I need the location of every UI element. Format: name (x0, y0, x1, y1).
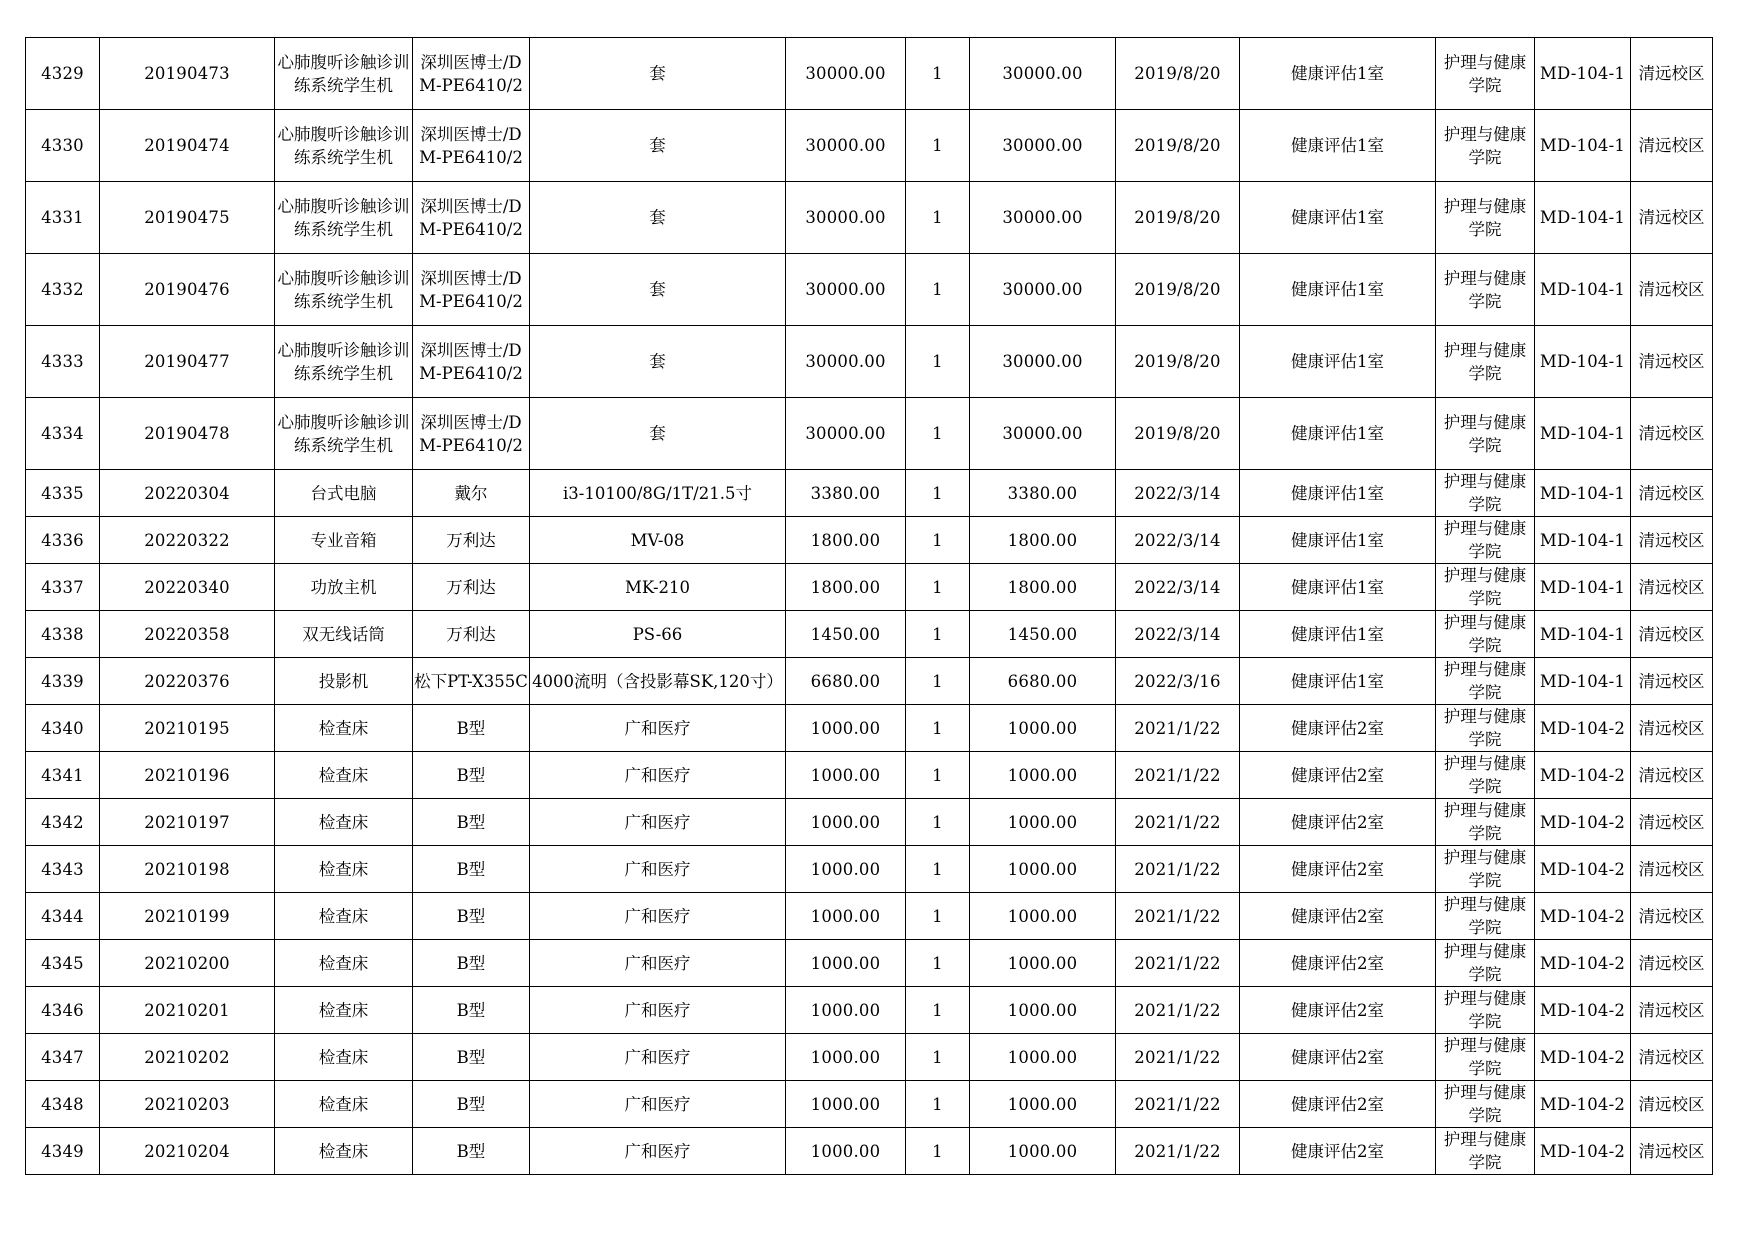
room-code-cell: MD-104-1 (1535, 564, 1631, 611)
table-row (26, 940, 1713, 987)
location-cell: 健康评估2室 (1240, 940, 1436, 987)
campus-cell: 清远校区 (1631, 940, 1713, 987)
brand-model-cell: 深圳医博士/DM-PE6410/2 (413, 38, 530, 110)
row-id-cell: 4332 (26, 254, 100, 326)
campus-cell: 清远校区 (1631, 398, 1713, 470)
row-id-cell: 4348 (26, 1081, 100, 1128)
specification-cell: 套 (530, 38, 786, 110)
row-id-cell: 4343 (26, 846, 100, 893)
row-id-cell: 4347 (26, 1034, 100, 1081)
department-cell: 护理与健康学院 (1436, 658, 1535, 705)
brand-model-cell: B型 (413, 846, 530, 893)
equipment-name-cell: 检查床 (275, 1081, 413, 1128)
brand-model-cell: 深圳医博士/DM-PE6410/2 (413, 254, 530, 326)
quantity-cell: 1 (906, 658, 970, 705)
location-cell: 健康评估1室 (1240, 254, 1436, 326)
equipment-name-cell: 心肺腹听诊触诊训练系统学生机 (275, 110, 413, 182)
quantity-cell: 1 (906, 611, 970, 658)
unit-price-cell: 1000.00 (786, 705, 906, 752)
purchase-date-cell: 2021/1/22 (1116, 705, 1240, 752)
equipment-name-cell: 心肺腹听诊触诊训练系统学生机 (275, 182, 413, 254)
brand-model-cell: 深圳医博士/DM-PE6410/2 (413, 110, 530, 182)
specification-cell: 广和医疗 (530, 752, 786, 799)
unit-price-cell: 6680.00 (786, 658, 906, 705)
amount-cell: 30000.00 (970, 398, 1116, 470)
unit-price-cell: 1000.00 (786, 846, 906, 893)
department-cell: 护理与健康学院 (1436, 1034, 1535, 1081)
department-cell: 护理与健康学院 (1436, 799, 1535, 846)
unit-price-cell: 1000.00 (786, 1034, 906, 1081)
purchase-date-cell: 2022/3/16 (1116, 658, 1240, 705)
unit-price-cell: 30000.00 (786, 182, 906, 254)
room-code-cell: MD-104-2 (1535, 1128, 1631, 1175)
room-code-cell: MD-104-2 (1535, 705, 1631, 752)
campus-cell: 清远校区 (1631, 658, 1713, 705)
asset-number-cell: 20210201 (100, 987, 275, 1034)
asset-number-cell: 20190476 (100, 254, 275, 326)
table-row (26, 1081, 1713, 1128)
room-code-cell: MD-104-1 (1535, 658, 1631, 705)
asset-number-cell: 20190475 (100, 182, 275, 254)
table-row (26, 182, 1713, 254)
quantity-cell: 1 (906, 705, 970, 752)
quantity-cell: 1 (906, 1034, 970, 1081)
asset-number-cell: 20190477 (100, 326, 275, 398)
brand-model-cell: 深圳医博士/DM-PE6410/2 (413, 326, 530, 398)
purchase-date-cell: 2021/1/22 (1116, 846, 1240, 893)
table-row (26, 110, 1713, 182)
amount-cell: 1450.00 (970, 611, 1116, 658)
table-row (26, 1128, 1713, 1175)
specification-cell: 套 (530, 182, 786, 254)
amount-cell: 3380.00 (970, 470, 1116, 517)
department-cell: 护理与健康学院 (1436, 1081, 1535, 1128)
row-id-cell: 4334 (26, 398, 100, 470)
campus-cell: 清远校区 (1631, 705, 1713, 752)
location-cell: 健康评估2室 (1240, 893, 1436, 940)
location-cell: 健康评估2室 (1240, 846, 1436, 893)
amount-cell: 1000.00 (970, 799, 1116, 846)
brand-model-cell: B型 (413, 1081, 530, 1128)
equipment-table (25, 37, 1713, 1175)
room-code-cell: MD-104-1 (1535, 517, 1631, 564)
table-row (26, 326, 1713, 398)
department-cell: 护理与健康学院 (1436, 398, 1535, 470)
location-cell: 健康评估2室 (1240, 1034, 1436, 1081)
brand-model-cell: B型 (413, 799, 530, 846)
location-cell: 健康评估1室 (1240, 611, 1436, 658)
amount-cell: 1000.00 (970, 1034, 1116, 1081)
amount-cell: 30000.00 (970, 326, 1116, 398)
purchase-date-cell: 2022/3/14 (1116, 470, 1240, 517)
location-cell: 健康评估1室 (1240, 110, 1436, 182)
quantity-cell: 1 (906, 517, 970, 564)
table-row (26, 705, 1713, 752)
purchase-date-cell: 2021/1/22 (1116, 893, 1240, 940)
room-code-cell: MD-104-1 (1535, 611, 1631, 658)
location-cell: 健康评估2室 (1240, 1081, 1436, 1128)
location-cell: 健康评估1室 (1240, 564, 1436, 611)
row-id-cell: 4344 (26, 893, 100, 940)
location-cell: 健康评估2室 (1240, 705, 1436, 752)
purchase-date-cell: 2019/8/20 (1116, 38, 1240, 110)
specification-cell: 广和医疗 (530, 1128, 786, 1175)
location-cell: 健康评估1室 (1240, 38, 1436, 110)
equipment-name-cell: 心肺腹听诊触诊训练系统学生机 (275, 398, 413, 470)
table-row (26, 470, 1713, 517)
asset-number-cell: 20210204 (100, 1128, 275, 1175)
equipment-name-cell: 检查床 (275, 1128, 413, 1175)
equipment-name-cell: 台式电脑 (275, 470, 413, 517)
department-cell: 护理与健康学院 (1436, 326, 1535, 398)
purchase-date-cell: 2019/8/20 (1116, 254, 1240, 326)
location-cell: 健康评估1室 (1240, 658, 1436, 705)
equipment-name-cell: 检查床 (275, 1034, 413, 1081)
unit-price-cell: 1000.00 (786, 1128, 906, 1175)
specification-cell: 广和医疗 (530, 940, 786, 987)
asset-number-cell: 20220304 (100, 470, 275, 517)
campus-cell: 清远校区 (1631, 799, 1713, 846)
brand-model-cell: 戴尔 (413, 470, 530, 517)
asset-number-cell: 20210202 (100, 1034, 275, 1081)
unit-price-cell: 1000.00 (786, 987, 906, 1034)
asset-number-cell: 20220358 (100, 611, 275, 658)
brand-model-cell: 万利达 (413, 564, 530, 611)
unit-price-cell: 30000.00 (786, 38, 906, 110)
purchase-date-cell: 2021/1/22 (1116, 987, 1240, 1034)
room-code-cell: MD-104-2 (1535, 1081, 1631, 1128)
quantity-cell: 1 (906, 752, 970, 799)
quantity-cell: 1 (906, 398, 970, 470)
specification-cell: 广和医疗 (530, 846, 786, 893)
location-cell: 健康评估2室 (1240, 752, 1436, 799)
department-cell: 护理与健康学院 (1436, 254, 1535, 326)
room-code-cell: MD-104-2 (1535, 799, 1631, 846)
specification-cell: MK-210 (530, 564, 786, 611)
specification-cell: 广和医疗 (530, 799, 786, 846)
unit-price-cell: 1000.00 (786, 799, 906, 846)
amount-cell: 30000.00 (970, 182, 1116, 254)
amount-cell: 1000.00 (970, 846, 1116, 893)
campus-cell: 清远校区 (1631, 1128, 1713, 1175)
asset-number-cell: 20210196 (100, 752, 275, 799)
specification-cell: MV-08 (530, 517, 786, 564)
purchase-date-cell: 2021/1/22 (1116, 1081, 1240, 1128)
table-row (26, 564, 1713, 611)
room-code-cell: MD-104-1 (1535, 254, 1631, 326)
unit-price-cell: 1450.00 (786, 611, 906, 658)
asset-number-cell: 20220322 (100, 517, 275, 564)
room-code-cell: MD-104-2 (1535, 940, 1631, 987)
department-cell: 护理与健康学院 (1436, 752, 1535, 799)
purchase-date-cell: 2021/1/22 (1116, 1128, 1240, 1175)
equipment-name-cell: 功放主机 (275, 564, 413, 611)
row-id-cell: 4341 (26, 752, 100, 799)
table-row (26, 799, 1713, 846)
room-code-cell: MD-104-1 (1535, 398, 1631, 470)
department-cell: 护理与健康学院 (1436, 38, 1535, 110)
row-id-cell: 4349 (26, 1128, 100, 1175)
specification-cell: 广和医疗 (530, 1081, 786, 1128)
room-code-cell: MD-104-2 (1535, 1034, 1631, 1081)
campus-cell: 清远校区 (1631, 326, 1713, 398)
equipment-name-cell: 心肺腹听诊触诊训练系统学生机 (275, 38, 413, 110)
brand-model-cell: B型 (413, 1128, 530, 1175)
campus-cell: 清远校区 (1631, 1034, 1713, 1081)
campus-cell: 清远校区 (1631, 517, 1713, 564)
purchase-date-cell: 2019/8/20 (1116, 182, 1240, 254)
amount-cell: 1000.00 (970, 940, 1116, 987)
row-id-cell: 4338 (26, 611, 100, 658)
specification-cell: 广和医疗 (530, 1034, 786, 1081)
unit-price-cell: 30000.00 (786, 110, 906, 182)
table-row (26, 517, 1713, 564)
table-body (26, 38, 1713, 1175)
specification-cell: 套 (530, 398, 786, 470)
equipment-name-cell: 心肺腹听诊触诊训练系统学生机 (275, 326, 413, 398)
department-cell: 护理与健康学院 (1436, 940, 1535, 987)
unit-price-cell: 1000.00 (786, 752, 906, 799)
asset-number-cell: 20210195 (100, 705, 275, 752)
specification-cell: 套 (530, 254, 786, 326)
quantity-cell: 1 (906, 799, 970, 846)
equipment-name-cell: 检查床 (275, 987, 413, 1034)
row-id-cell: 4340 (26, 705, 100, 752)
purchase-date-cell: 2022/3/14 (1116, 564, 1240, 611)
room-code-cell: MD-104-1 (1535, 326, 1631, 398)
brand-model-cell: B型 (413, 940, 530, 987)
unit-price-cell: 1800.00 (786, 517, 906, 564)
table-row (26, 658, 1713, 705)
unit-price-cell: 1000.00 (786, 893, 906, 940)
equipment-name-cell: 检查床 (275, 846, 413, 893)
asset-number-cell: 20210199 (100, 893, 275, 940)
table-row (26, 893, 1713, 940)
unit-price-cell: 1000.00 (786, 1081, 906, 1128)
location-cell: 健康评估1室 (1240, 182, 1436, 254)
brand-model-cell: 万利达 (413, 517, 530, 564)
quantity-cell: 1 (906, 326, 970, 398)
purchase-date-cell: 2021/1/22 (1116, 752, 1240, 799)
campus-cell: 清远校区 (1631, 752, 1713, 799)
campus-cell: 清远校区 (1631, 470, 1713, 517)
table-row (26, 987, 1713, 1034)
table-row (26, 1034, 1713, 1081)
amount-cell: 6680.00 (970, 658, 1116, 705)
purchase-date-cell: 2021/1/22 (1116, 799, 1240, 846)
row-id-cell: 4335 (26, 470, 100, 517)
department-cell: 护理与健康学院 (1436, 564, 1535, 611)
specification-cell: PS-66 (530, 611, 786, 658)
unit-price-cell: 30000.00 (786, 326, 906, 398)
location-cell: 健康评估1室 (1240, 326, 1436, 398)
quantity-cell: 1 (906, 893, 970, 940)
unit-price-cell: 1000.00 (786, 940, 906, 987)
campus-cell: 清远校区 (1631, 893, 1713, 940)
quantity-cell: 1 (906, 182, 970, 254)
brand-model-cell: 松下PT-X355C (413, 658, 530, 705)
brand-model-cell: B型 (413, 987, 530, 1034)
purchase-date-cell: 2019/8/20 (1116, 398, 1240, 470)
brand-model-cell: 深圳医博士/DM-PE6410/2 (413, 182, 530, 254)
amount-cell: 30000.00 (970, 38, 1116, 110)
table-row (26, 752, 1713, 799)
room-code-cell: MD-104-1 (1535, 470, 1631, 517)
department-cell: 护理与健康学院 (1436, 470, 1535, 517)
location-cell: 健康评估1室 (1240, 398, 1436, 470)
purchase-date-cell: 2021/1/22 (1116, 1034, 1240, 1081)
quantity-cell: 1 (906, 940, 970, 987)
quantity-cell: 1 (906, 254, 970, 326)
room-code-cell: MD-104-2 (1535, 846, 1631, 893)
row-id-cell: 4336 (26, 517, 100, 564)
room-code-cell: MD-104-2 (1535, 987, 1631, 1034)
campus-cell: 清远校区 (1631, 987, 1713, 1034)
quantity-cell: 1 (906, 987, 970, 1034)
purchase-date-cell: 2021/1/22 (1116, 940, 1240, 987)
room-code-cell: MD-104-2 (1535, 893, 1631, 940)
campus-cell: 清远校区 (1631, 1081, 1713, 1128)
department-cell: 护理与健康学院 (1436, 987, 1535, 1034)
department-cell: 护理与健康学院 (1436, 1128, 1535, 1175)
amount-cell: 30000.00 (970, 110, 1116, 182)
location-cell: 健康评估2室 (1240, 987, 1436, 1034)
room-code-cell: MD-104-1 (1535, 38, 1631, 110)
department-cell: 护理与健康学院 (1436, 517, 1535, 564)
table-row (26, 611, 1713, 658)
department-cell: 护理与健康学院 (1436, 611, 1535, 658)
amount-cell: 1000.00 (970, 1081, 1116, 1128)
campus-cell: 清远校区 (1631, 38, 1713, 110)
department-cell: 护理与健康学院 (1436, 182, 1535, 254)
campus-cell: 清远校区 (1631, 846, 1713, 893)
amount-cell: 1000.00 (970, 752, 1116, 799)
department-cell: 护理与健康学院 (1436, 705, 1535, 752)
row-id-cell: 4337 (26, 564, 100, 611)
row-id-cell: 4331 (26, 182, 100, 254)
specification-cell: 广和医疗 (530, 893, 786, 940)
campus-cell: 清远校区 (1631, 110, 1713, 182)
row-id-cell: 4339 (26, 658, 100, 705)
table-row (26, 254, 1713, 326)
quantity-cell: 1 (906, 846, 970, 893)
asset-number-cell: 20210198 (100, 846, 275, 893)
location-cell: 健康评估1室 (1240, 470, 1436, 517)
asset-number-cell: 20210200 (100, 940, 275, 987)
brand-model-cell: 万利达 (413, 611, 530, 658)
specification-cell: 广和医疗 (530, 987, 786, 1034)
amount-cell: 1800.00 (970, 517, 1116, 564)
unit-price-cell: 3380.00 (786, 470, 906, 517)
quantity-cell: 1 (906, 38, 970, 110)
table-row (26, 846, 1713, 893)
campus-cell: 清远校区 (1631, 611, 1713, 658)
specification-cell: 4000流明（含投影幕SK,120寸） (530, 658, 786, 705)
unit-price-cell: 30000.00 (786, 254, 906, 326)
row-id-cell: 4329 (26, 38, 100, 110)
unit-price-cell: 1800.00 (786, 564, 906, 611)
specification-cell: i3-10100/8G/1T/21.5寸 (530, 470, 786, 517)
equipment-name-cell: 检查床 (275, 705, 413, 752)
table-row (26, 38, 1713, 110)
row-id-cell: 4330 (26, 110, 100, 182)
brand-model-cell: B型 (413, 893, 530, 940)
equipment-name-cell: 专业音箱 (275, 517, 413, 564)
equipment-name-cell: 检查床 (275, 940, 413, 987)
brand-model-cell: B型 (413, 705, 530, 752)
amount-cell: 1800.00 (970, 564, 1116, 611)
location-cell: 健康评估1室 (1240, 517, 1436, 564)
department-cell: 护理与健康学院 (1436, 893, 1535, 940)
specification-cell: 广和医疗 (530, 705, 786, 752)
brand-model-cell: B型 (413, 752, 530, 799)
specification-cell: 套 (530, 110, 786, 182)
campus-cell: 清远校区 (1631, 564, 1713, 611)
room-code-cell: MD-104-2 (1535, 752, 1631, 799)
asset-number-cell: 20190478 (100, 398, 275, 470)
equipment-name-cell: 心肺腹听诊触诊训练系统学生机 (275, 254, 413, 326)
asset-number-cell: 20220376 (100, 658, 275, 705)
row-id-cell: 4342 (26, 799, 100, 846)
equipment-name-cell: 投影机 (275, 658, 413, 705)
purchase-date-cell: 2019/8/20 (1116, 110, 1240, 182)
quantity-cell: 1 (906, 1128, 970, 1175)
row-id-cell: 4333 (26, 326, 100, 398)
brand-model-cell: B型 (413, 1034, 530, 1081)
table-row (26, 398, 1713, 470)
asset-number-cell: 20220340 (100, 564, 275, 611)
row-id-cell: 4346 (26, 987, 100, 1034)
unit-price-cell: 30000.00 (786, 398, 906, 470)
quantity-cell: 1 (906, 564, 970, 611)
row-id-cell: 4345 (26, 940, 100, 987)
asset-number-cell: 20210203 (100, 1081, 275, 1128)
equipment-name-cell: 检查床 (275, 893, 413, 940)
brand-model-cell: 深圳医博士/DM-PE6410/2 (413, 398, 530, 470)
purchase-date-cell: 2022/3/14 (1116, 611, 1240, 658)
asset-number-cell: 20190473 (100, 38, 275, 110)
equipment-name-cell: 双无线话筒 (275, 611, 413, 658)
department-cell: 护理与健康学院 (1436, 110, 1535, 182)
quantity-cell: 1 (906, 1081, 970, 1128)
purchase-date-cell: 2019/8/20 (1116, 326, 1240, 398)
amount-cell: 30000.00 (970, 254, 1116, 326)
department-cell: 护理与健康学院 (1436, 846, 1535, 893)
amount-cell: 1000.00 (970, 893, 1116, 940)
specification-cell: 套 (530, 326, 786, 398)
room-code-cell: MD-104-1 (1535, 110, 1631, 182)
campus-cell: 清远校区 (1631, 182, 1713, 254)
asset-number-cell: 20210197 (100, 799, 275, 846)
asset-number-cell: 20190474 (100, 110, 275, 182)
amount-cell: 1000.00 (970, 1128, 1116, 1175)
quantity-cell: 1 (906, 470, 970, 517)
equipment-name-cell: 检查床 (275, 799, 413, 846)
location-cell: 健康评估2室 (1240, 799, 1436, 846)
location-cell: 健康评估2室 (1240, 1128, 1436, 1175)
campus-cell: 清远校区 (1631, 254, 1713, 326)
amount-cell: 1000.00 (970, 705, 1116, 752)
purchase-date-cell: 2022/3/14 (1116, 517, 1240, 564)
room-code-cell: MD-104-1 (1535, 182, 1631, 254)
amount-cell: 1000.00 (970, 987, 1116, 1034)
equipment-name-cell: 检查床 (275, 752, 413, 799)
quantity-cell: 1 (906, 110, 970, 182)
